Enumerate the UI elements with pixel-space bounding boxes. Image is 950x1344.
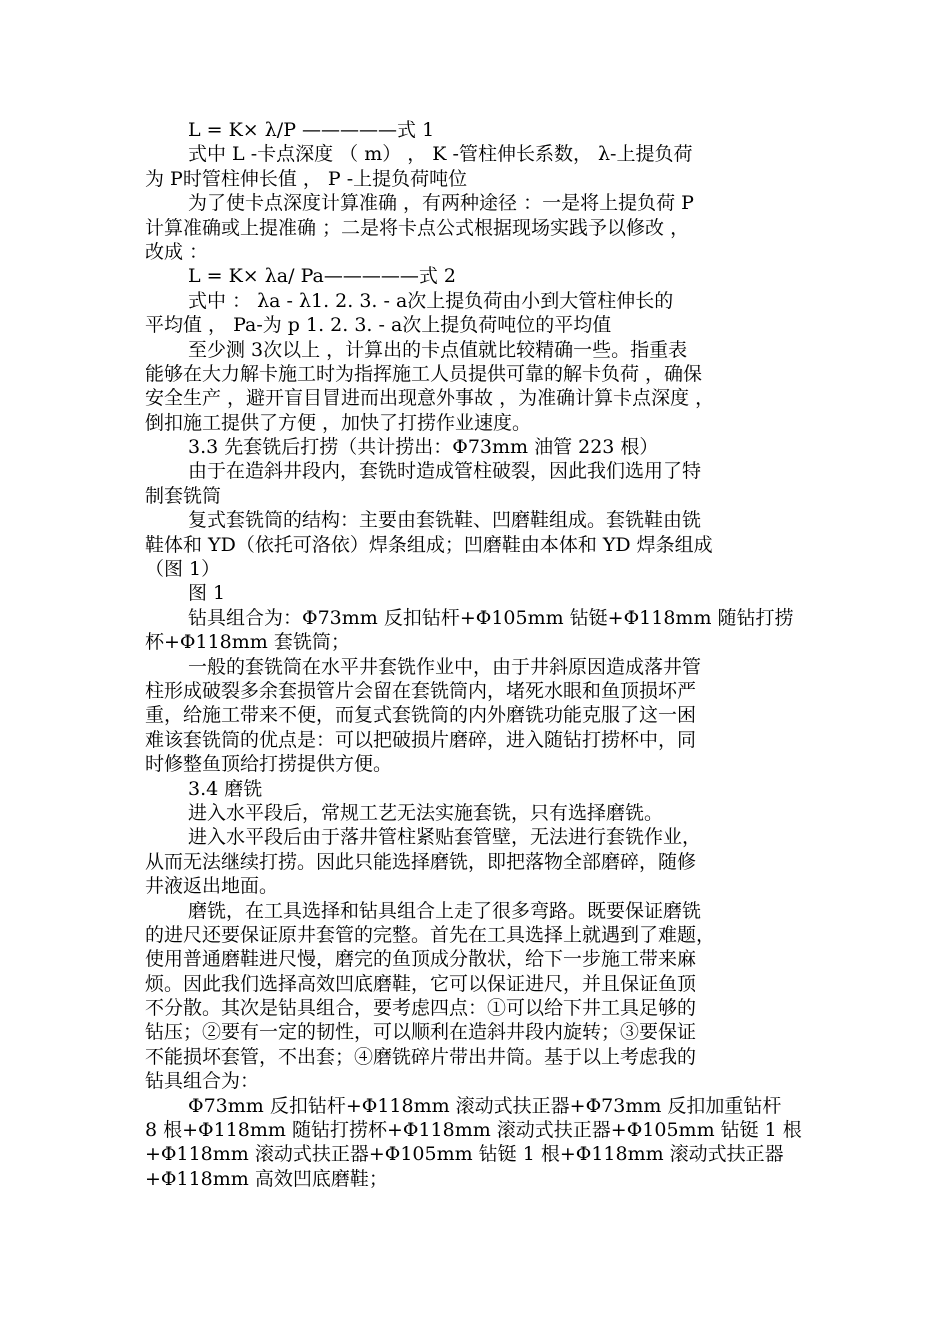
text-line: 的进尺还要保证原井套管的完整。首先在工具选择上就遇到了难题，	[145, 923, 716, 946]
text-line: 柱形成破裂多余套损管片会留在套铣筒内，堵死水眼和鱼顶损坏严	[145, 679, 697, 702]
text-line: 由于在造斜井段内，套铣时造成管柱破裂，因此我们选用了特	[188, 460, 702, 483]
document-body	[145, 118, 815, 1191]
text-line: 难该套铣筒的优点是：可以把破损片磨碎，进入随钻打捞杯中，同	[145, 728, 697, 751]
text-line: 井液返出地面。	[145, 875, 279, 898]
text-line: 鞋体和 YD（依托可洛依）焊条组成；凹磨鞋由本体和 YD 焊条组成	[145, 533, 713, 556]
text-line: 安全生产 ，避开盲目冒进而出现意外事故 ，为准确计算卡点深度 ，	[145, 387, 715, 410]
text-line: 时修整鱼顶给打捞提供方便。	[145, 753, 393, 776]
text-line: 图 1	[188, 582, 226, 605]
text-line: +Φ118mm 高效凹底磨鞋；	[145, 1167, 388, 1190]
text-line: 计算准确或上提准确 ；二是将卡点公式根据现场实践予以修改 ，	[145, 216, 690, 239]
text-line: 改成 ：	[145, 240, 209, 263]
text-line: 平均值 ， Pa-为 p 1. 2. 3. - a次上提负荷吨位的平均值	[145, 314, 612, 337]
text-line: 不能损坏套管，不出套；④磨铣碎片带出井筒。基于以上考虑我的	[145, 1045, 697, 1068]
text-line: 进入水平段后由于落井管柱紧贴套管壁，无法进行套铣作业，	[188, 826, 702, 849]
text-line: 重，给施工带来不便，而复式套铣筒的内外磨铣功能克服了这一困	[145, 704, 697, 727]
text-line: 钻具组合为：Φ73mm 反扣钻杆+Φ105mm 钻铤+Φ118mm 随钻打捞	[188, 606, 794, 629]
text-line: 8 根+Φ118mm 随钻打捞杯+Φ118mm 滚动式扶正器+Φ105mm 钻铤 1 根	[145, 1119, 802, 1142]
document-page	[145, 118, 815, 1191]
text-line: 不分散。其次是钻具组合，要考虑四点：①可以给下井工具足够的	[145, 997, 697, 1020]
text-line: 钻具组合为：	[145, 1070, 260, 1093]
text-line: Φ73mm 反扣钻杆+Φ118mm 滚动式扶正器+Φ73mm 反扣加重钻杆	[188, 1094, 782, 1117]
text-line: 一般的套铣筒在水平井套铣作业中，由于井斜原因造成落井管	[188, 655, 702, 678]
text-line: 钻压；②要有一定的韧性，可以顺利在造斜井段内旋转；③要保证	[145, 1021, 697, 1044]
text-line: 3.4 磨铣	[188, 777, 263, 800]
text-line: 杯+Φ118mm 套铣筒；	[145, 631, 350, 654]
text-line: 倒扣施工提供了方便 ，加快了打捞作业速度。	[145, 411, 532, 434]
text-line: 能够在大力解卡施工时为指挥施工人员提供可靠的解卡负荷 ，确保	[145, 362, 703, 385]
text-line: 复式套铣筒的结构：主要由套铣鞋、凹磨鞋组成。套铣鞋由铣	[188, 509, 702, 532]
text-line: L = K× λ/P —————式 1	[188, 119, 435, 141]
text-line: 式中 ： λa - λ1. 2. 3. - a次上提负荷由小到大管柱伸长的	[188, 289, 674, 312]
text-line: 磨铣，在工具选择和钻具组合上走了很多弯路。既要保证磨铣	[188, 899, 702, 922]
text-line: 至少测 3次以上 ，计算出的卡点值就比较精确一些。指重表	[188, 338, 688, 361]
text-line: 为 P时管柱伸长值 ， P -上提负荷吨位	[145, 167, 468, 190]
text-line: 为了使卡点深度计算准确 ，有两种途径 ：一是将上提负荷 P	[188, 192, 694, 215]
text-line: 烦。因此我们选择高效凹底磨鞋，它可以保证进尺，并且保证鱼顶	[145, 972, 697, 995]
text-line: 从而无法继续打捞。因此只能选择磨铣，即把落物全部磨碎，随修	[145, 850, 697, 873]
text-line: （图 1）	[145, 558, 221, 581]
text-line: 制套铣筒	[145, 484, 222, 507]
text-line: 进入水平段后，常规工艺无法实施套铣，只有选择磨铣。	[188, 801, 664, 824]
text-line: +Φ118mm 滚动式扶正器+Φ105mm 钻铤 1 根+Φ118mm 滚动式扶正器	[145, 1143, 784, 1166]
text-line: 3.3 先套铣后打捞（共计捞出：Φ73mm 油管 223 根）	[188, 436, 659, 459]
text-line: L = K× λa/ Pa—————式 2	[188, 265, 456, 288]
text-line: 式中 L -卡点深度 （ m） ， K -管柱伸长系数， λ-上提负荷	[188, 143, 693, 166]
text-line: 使用普通磨鞋进尺慢，磨完的鱼顶成分散状，给下一步施工带来麻	[145, 948, 697, 971]
